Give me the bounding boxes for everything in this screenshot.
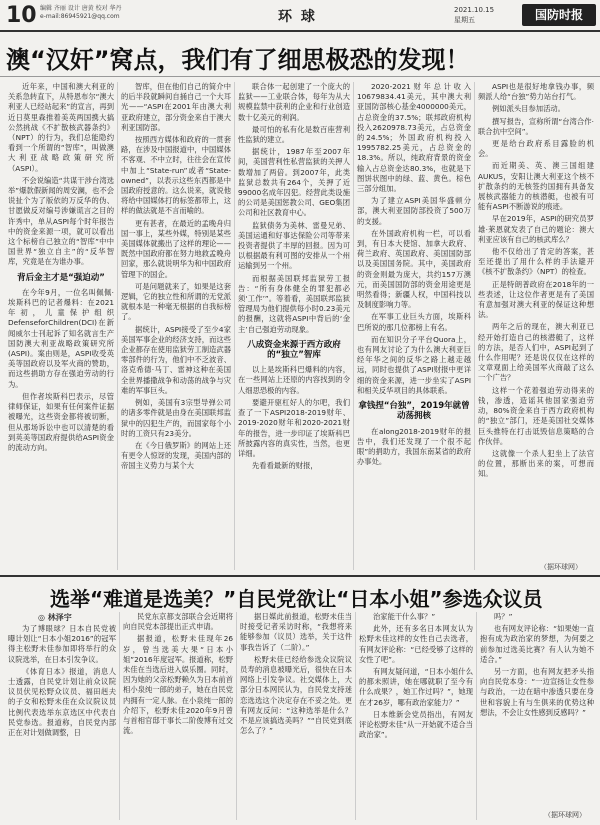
paragraph: 撰写报告，宣称所谓“台湾合作·联合抗中空间”。 (478, 116, 594, 136)
article1-column-2 (121, 82, 231, 572)
article2-column-5 (480, 612, 594, 808)
paragraph: 日本维新会党员指出，有网友评论松野未佳“从一开始就不适合当政治家”。 (359, 709, 473, 740)
paragraph: 有网友疑问道，“日本小姐什么的都未照讲，她在哪就职了至今有什么成果？，她工作过吗？”，她现在才26岁，哪有政治家能力？” (359, 667, 473, 707)
paragraph: 智库，但在他们自己的简介中的后半段就瞬间自捅自己一个大耳光——“ASPI在2001年由澳大利亚政府建立，部分资金来自于澳大利亚国防部。 (121, 82, 231, 132)
paragraph: 在今年9月，一位名叫佩佩·埃斯科巴的记者爆料：在2021年初，儿童保护组织DefenseforChildren(DCI)在新闻威尔士刊起诉了知名就言生产国防澳大利亚战略政策研究所(ASPI)。案由则是，ASPI收受英美等国政府以及军火商的赞助，而这些捐助方存在强迫劳动的行为。 (8, 287, 114, 389)
article1-headline: 澳“汉奸”窝点，我们有了细思极恐的发现！ (6, 46, 470, 74)
paragraph: 正是特朗普政府在2018年的一些表述，让这位作者更是有了美国有意加强对澳大利亚的保证这种想法。 (478, 279, 594, 320)
paragraph: 据统计，1987年至2007年间，美国营利性私营监狱的关押人数增加了两倍。到2007年，此类监狱总数共有264个，关押了近99000名成年囚犯。经营此类设施的公司是美国惩教公司、GEO集团公司和社区教育中心。 (238, 147, 350, 218)
paragraph: 最可怕的私有化是数百座营利性监狱的建立。 (238, 124, 350, 145)
article2-column-4 (359, 612, 473, 820)
paragraph: 另一方面，也有网友把矛头指向自民党本身：“一边宣扬让女性参与政治，一边在暗中渗透只要在身世和容貌上有与生俱来的优势这种想法，不会让女性感到反感吗？” (480, 667, 594, 717)
column-divider (476, 612, 477, 820)
paragraph: 松野未佳已经给参选众议院议员寿的消息被曝光后，很快在日本网络上引发争议。社交媒体上，大部分日本网民认为，自民党支持迷恋选选这个决定存在不妥之处。更有网友反问：“这种选举是什么？不是应该搞选美吗？”“自民党到底怎么了？” (240, 654, 352, 736)
column-divider (117, 82, 118, 570)
editor-info: 编辑 齐丽 设计 唐黄 校对 华丹 e-mail:86945921@qq.com (40, 5, 122, 20)
issue-weekday: 星期五 (454, 16, 475, 24)
article1-source: （据环球网） (540, 563, 582, 571)
paragraph: 监狱债务为美林、雷曼兄弟、美国运通和好事达保险公司等带来投资者提供了丰厚的回报。因为可以根据最有利可图的安排从一个州运输到另一个州。 (238, 220, 350, 271)
paragraph: 近年来，中国和澳大利亚的关系急转直下，从特恩布尔“澳大利亚人已经站起来”的宣言，再到近日莫里森推着美英两国携大搞公然挑战《不扩散核武器条约》（NPT）的行为，我们总能隐约看到一个所谓的“智库”，叫做澳大利亚战略政策研究所（ASPI）。 (8, 82, 114, 173)
masthead (0, 0, 600, 32)
column-divider (236, 612, 237, 820)
paragraph: 在军事工业巨头方面，埃斯科巴所说的那几位都榜上有名。 (357, 312, 471, 332)
subhead: 背后金主才是“强迫动” (17, 272, 105, 283)
paragraph: 这就像一个杀人犯坐上了法官的位置，那断出来的案，可想而知。 (478, 448, 594, 479)
column-divider (353, 82, 354, 570)
paragraph: 早在2019年，ASPI的研究员罗雄·莱恩就发表了自己的题论：澳大利亚应该有自己的核武库么？ (478, 214, 594, 244)
paragraph: 而在知识分子平台Quora上，也有网友讨论了为什么澳大利亚巨经年华之间的反华之路上越走越远，同时也提供了ASPI财报中更详细的资金来源，进一步坐实了ASPI和相关反华项目的具体联系。 (357, 334, 471, 395)
headline-rule (0, 76, 600, 77)
byline: ◎ 林泽宇 (38, 613, 72, 622)
article2-headline: 选举“难道是选美？”自民党欲让“日本小姐”参选众议员 (50, 587, 543, 611)
paragraph: 也有网友评论称：“如果她一直抱有成为政治家的梦想，为何要之前参加过选美比赛？有人认为她不适合。” (480, 624, 594, 664)
paragraph: 要避开驱杠好人的尔吧，我们查了一下ASPI2018-2019财年、2019-2020财年和2020-2021财年的报告，进一步印证了埃斯科巴所披露内容的真实性，当然，也更详细。 (238, 397, 350, 458)
paragraph: 民党东京都支部联合会近期将向自民党本部提出正式申请。 (123, 612, 233, 632)
paragraph: 在《今日俄罗斯》的网站上还有更令人惊讶的发现，美国内部的帝国主义势力与某个大 (121, 440, 231, 471)
paragraph: 不会说编造“共谋干涉台湾选举”爆款假新闻的周安澜，也不会说扯个为了版依的万反华的伪、甘愿做反对编号涉嫌谎言之目的许秀中，单从ASPI每个时年报告中的资金来源一项，就可以看出这个标榜自己独立的“智库”中中国世界“独立自主”的“反华智库，究竟是在为谁办事。 (8, 175, 114, 267)
paragraph: 《体育日本》报道，消息人士透露，自民党计划让前众议院议员伏见松野众议员、福田赳夫的子女和松野未佳在众议院议员比例代表选举东京选区中代表自民党参选。报道称，自民党内部正在对计划做调整，日 (8, 666, 116, 738)
paragraph: 据日媒此前报道，松野未佳当时接受记者采访时称，“我想将来能够参加（议员）选举，关于这件事我告诉了（二阶）。” (240, 612, 352, 652)
paragraph: 此外，还有多名日本网友认为松野未佳这样的女性自己去选者，有网友评论称：“已经受够了这样的女性了吧”。 (359, 624, 473, 664)
paragraph: 在along2018-2019财年的报告中，我们还发现了一个很不起眼”的捐助方，我国东南某省的政府办事处。 (357, 426, 471, 467)
paragraph: 两年之后的现在，澳大利亚已经开始打造自己的核潜艇了，这样的方法，是否人们中，ASPI起到了什么作用呢？还是说仅仅在这样的文章观面上给美国军火商敲了这么一个广告？ (478, 322, 594, 383)
article1-column-3 (238, 82, 350, 572)
paragraph: 为了博眼球？日本自民党被曝计划让“日本小姐2016”的冠军得主松野未佳参加即将举行的众议院选举，在日本引发争议。 (8, 624, 116, 664)
paragraph: 2020-2021财年总计收入10679834.41美元，其中澳大利亚国防部核心基金4000000美元，占总资金的37.5%；联邦政府机构投入2620978.73美元，占总资金的24.5%；外国政府机构投入1995782.25美元，占总资金的18.3%。所以，纯政府背景的资金输入占总资金达80.3%，也就是下图饼状图中的绿、蓝、黄色。棕色三部分组加。 (357, 82, 471, 194)
newspaper-logo: 国防时报 (522, 4, 596, 26)
article2-source: （据环球网） (544, 811, 586, 819)
paragraph: 治家能干什么事？” (373, 612, 436, 621)
column-divider (234, 82, 235, 570)
column-divider (119, 612, 120, 820)
paragraph: 更有甚者，在最近的孟晚舟归国一事上，某些外媒，特别是某些美国媒体就搬出了这样的理论——既然中国政府都在努力地救孟晚舟回家，那么就说明华为和中国政府管理下的国企。 (121, 218, 231, 279)
paragraph: 他不仅给出了肯定的答案，甚至还提出了用什么样的手法避开《核不扩散条约》（NPT）的检查。 (478, 247, 594, 277)
article2-column-2 (123, 612, 233, 820)
paragraph: 在外国政府机构一栏，可以看到，有日本大使馆、加拿大政府、荷兰政府、英国政府、美国国防部以及美国国务院。其中，美国政府的资金则最为庞大，共约157万澳元，而美国国防部的资金用途更是明然看得；新疆人权，中国科技以及制度影响力等。 (357, 228, 471, 310)
paragraph: 而近期美、英、澳三国组建AUKUS，安阳让澳大利亚这个核不扩散条约的无核签约国拥有具备发展核武器能力的核潜艇，也被有可能有ASPI不断游说的痕迹。 (478, 161, 594, 212)
page-number: 10 (6, 3, 37, 28)
paragraph: ASPI也是很好地拿钱办事，频频派人给“台独”势力站台打气。 (478, 82, 594, 102)
paragraph: 例如派头目参加活动。 (492, 104, 565, 114)
paragraph: 联合体一起创建了一个庞大的监狱——工业联合体，每年为从大规模监禁中获利的企业和行业创造数十亿美元的利润。 (238, 82, 350, 122)
paragraph: 按照西方媒体和政府的一贯套路，在涉及中国报道中，中国媒体不客观、不中立时，往往会在宣传中加上“State-run”或者“State-owned”，以表示这些东西都是中国政府授意的。这么说来，就说他将给中国媒体打的标签都带上，这样的做法就是不言而喻的。 (121, 135, 231, 216)
paragraph: 先看看最新的财报， (252, 461, 318, 471)
subhead: 拿钱捏“台独”，2019年就曾动荡拥核 (358, 401, 470, 422)
paragraph: 为了建立ASPI美国华盛顿分部，澳大利亚国防部投资了500万的支援。 (357, 196, 471, 226)
column-divider (355, 612, 356, 820)
paragraph: 据报道，松野未佳现年26岁，曾当选美大果“日本小姐”2016年度冠军。报道称，松野未佳在当选后进入娱乐圈。同时，因为她的父亲松野赖久为日本前首相小泉纯一郎的弟子，她在自民党内拥有一定人脉。在小泉纯一郎的介绍下，松野未佳2020年9月曾与首相官邸干事长二阶俊博有过交流。 (123, 634, 233, 736)
issue-date: 2021.10.15 (454, 6, 495, 14)
paragraph: 例如，美国有3宗型导弹公司的诸多零件就是由身在美国联邦监狱中的囚犯生产的，而国家每个小时的工资只有23美分。 (121, 398, 231, 438)
article2-column-3 (240, 612, 352, 820)
paragraph: 而根据美国联邦监狱劳工报告：“所有身体健全的罪犯都必须‘工作’”。等着看，美国联邦监狱管理局为他们提供每小时0.23美元的报酬，这就将ASPI中背后的‘金主’自己强迫劳动现象。 (238, 273, 350, 334)
paragraph: 但作者埃斯科巴表示，尽管律师保证，如果有任何案件证据被曝光，这些资金都将被切断，但从那场诉讼中也可以清楚的看到英美等国政府提供给ASPI资金的流动方向。 (8, 391, 114, 452)
column-divider (474, 82, 475, 570)
paragraph: 这样一个花着强迫劳动得来的钱，渗透，造谣其他国家强迫劳动，80%资金来自于西方政府机构的“独立”部门，还是美国社交媒体巨头推特在打击诋毁信息策略的合作伙伴。 (478, 385, 594, 446)
section-title: 环 球 (278, 9, 317, 25)
article1-column-1 (8, 82, 114, 572)
subhead: 八成资金来源于西方政府的“独立”智库 (247, 339, 341, 361)
paragraph: 吗？” (494, 612, 513, 621)
article-divider (0, 575, 600, 577)
paragraph: 据统计，ASPI接受了至少4家美国军事企业的经济支持，而这些企业都存在使用监狱劳工制造武器零部件的行为，他们中不乏波音、洛克希德·马丁、雷神这种在美国全世界播撒战争和动荡的战争与灾难的军事巨头。 (121, 324, 231, 395)
date-block (454, 5, 494, 25)
paragraph: 可是问题就来了，如果是这套逻辑，它的独立性和所谓的无党派就根本是一种毫无根据的自我标榜了。 (121, 281, 231, 322)
article1-column-5 (478, 82, 594, 560)
article2-column-1 (8, 624, 116, 820)
paragraph: 更是给台政府系目露脸的机会。 (478, 139, 594, 159)
paragraph: 以上是埃斯科巴爆料的内容，在一些网站上还原的内容找到的令人细思恐极的内容。 (238, 365, 350, 395)
article1-column-4 (357, 82, 471, 572)
